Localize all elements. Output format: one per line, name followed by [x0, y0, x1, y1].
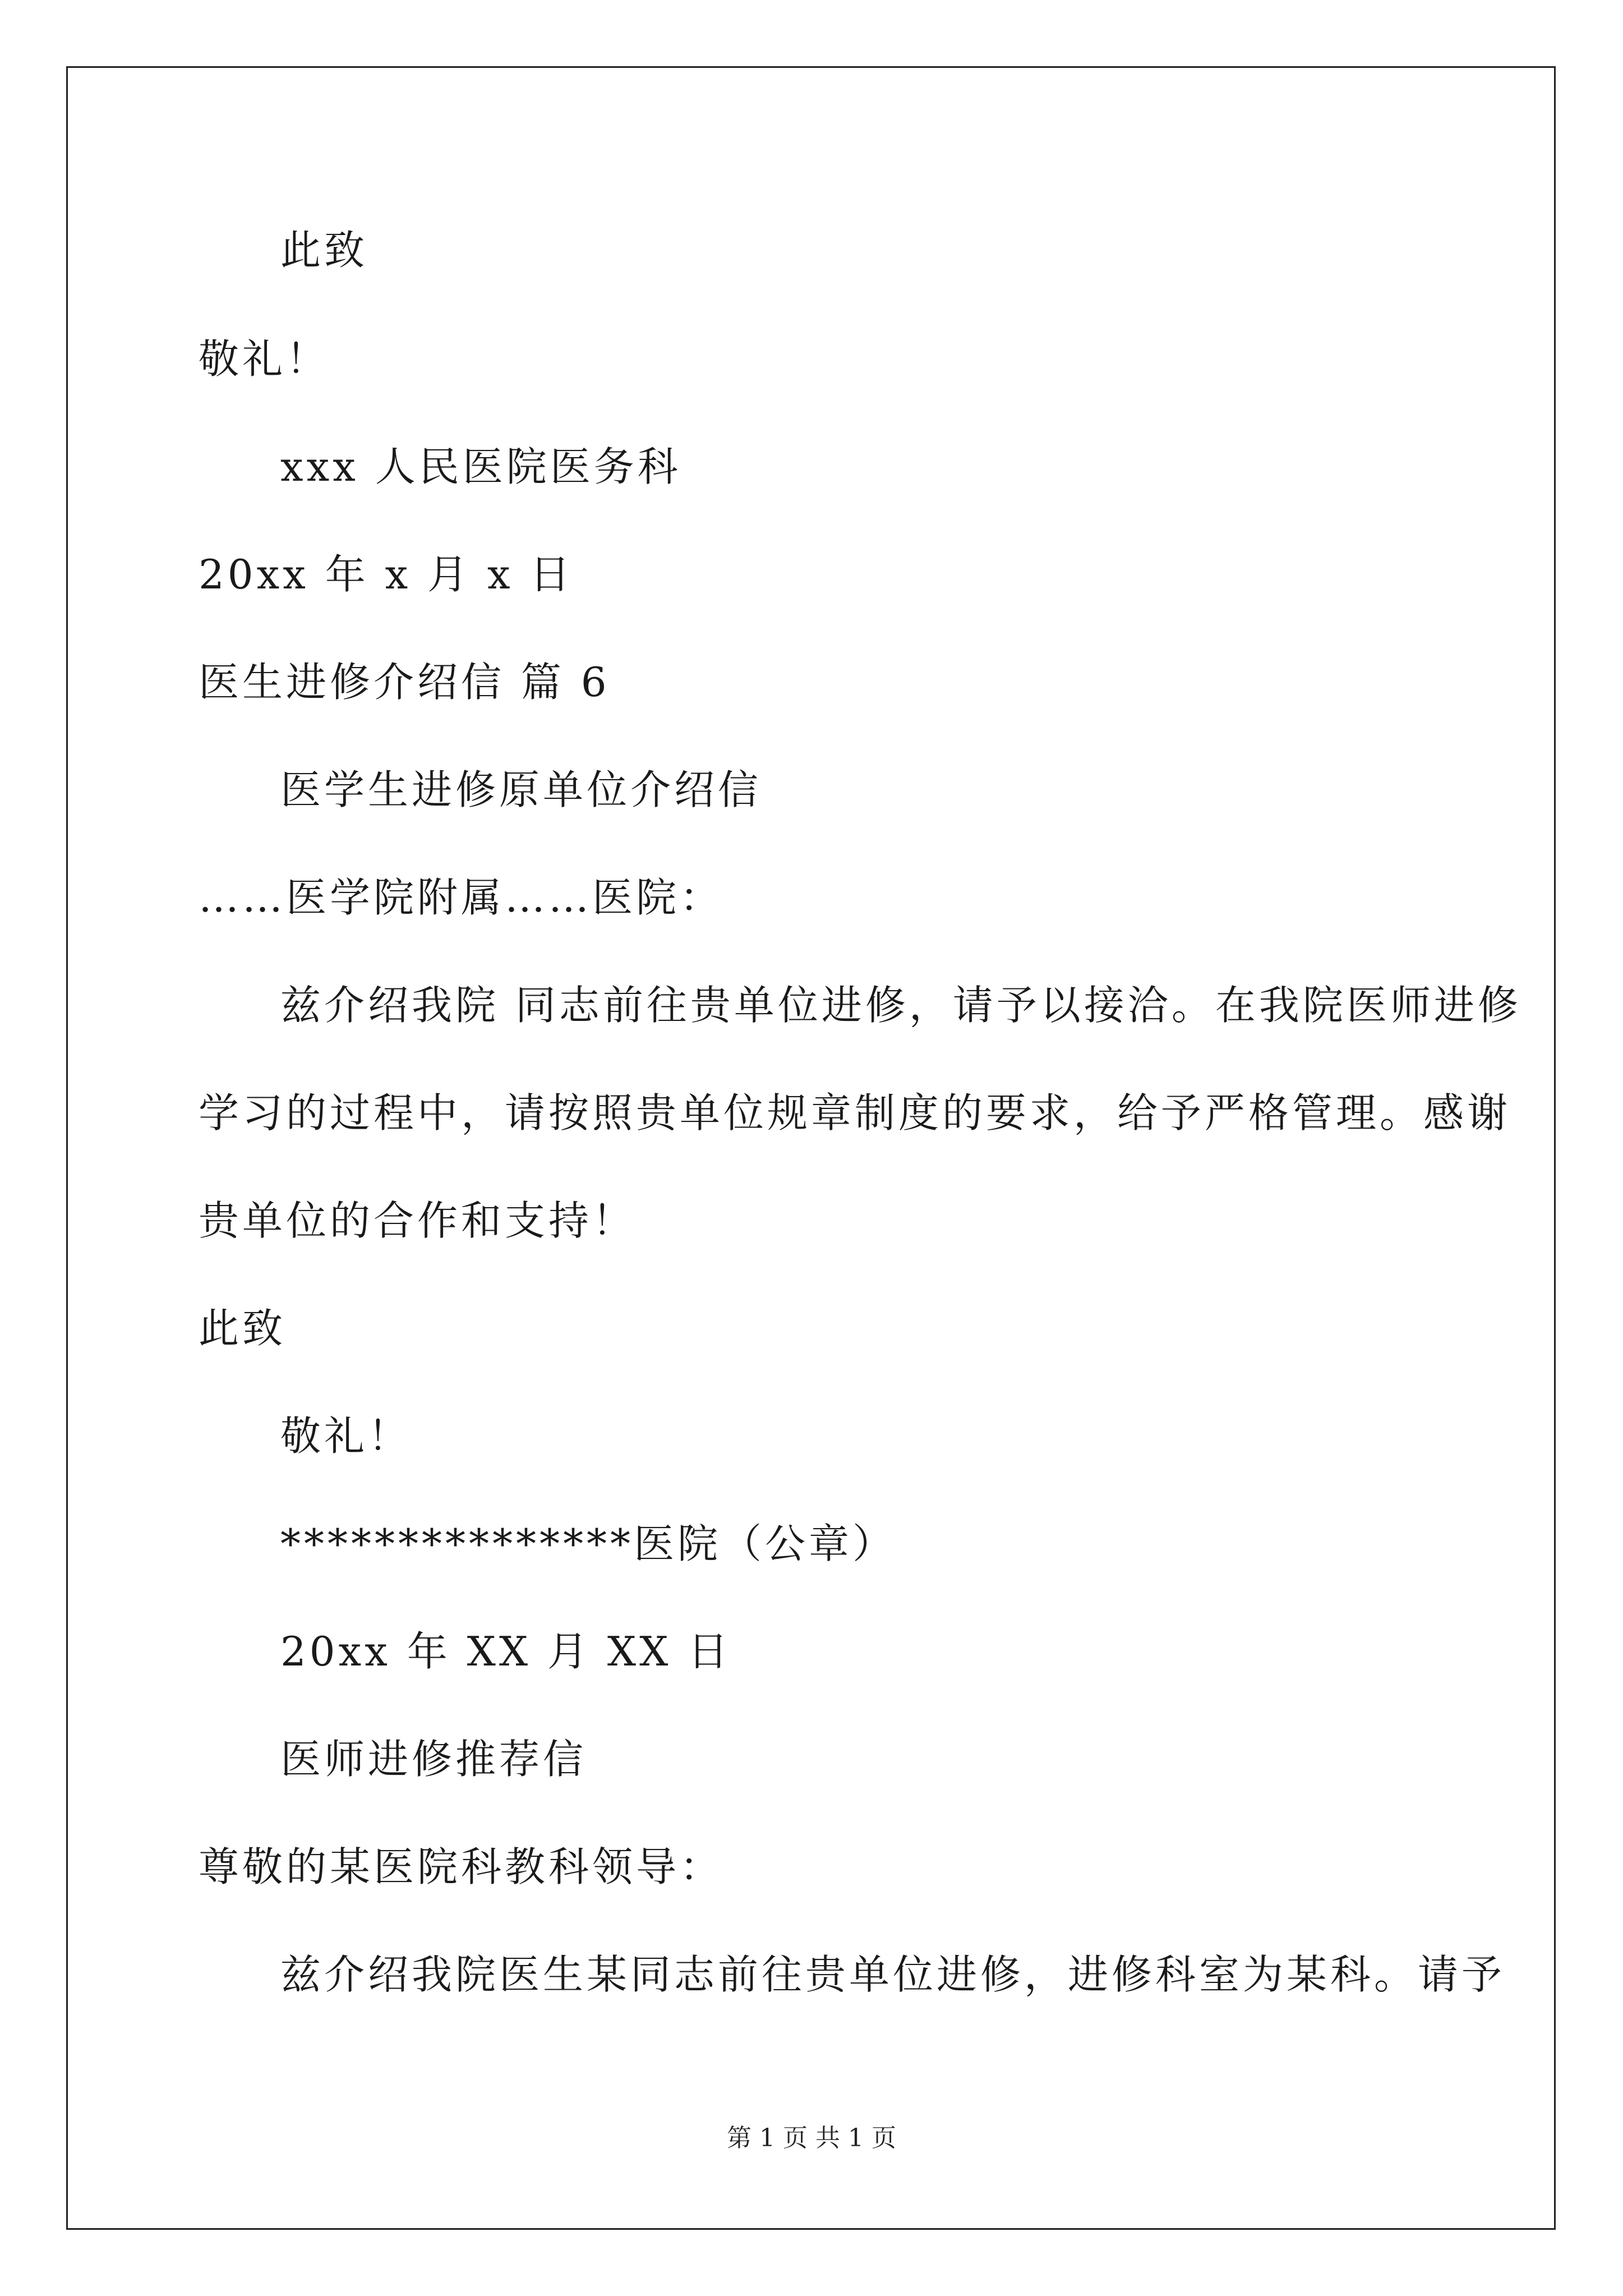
closing-regards: 敬礼！ — [199, 335, 330, 383]
body-paragraph-line: 兹介绍我院 同志前往贵单位进修，请予以接洽。在我院医师进修 — [280, 982, 1521, 1029]
signature-department: xxx 人民医院医务科 — [280, 443, 681, 490]
signature-hospital: ***************医院（公章） — [280, 1520, 897, 1567]
letter-title: 医学生进修原单位介绍信 — [280, 766, 762, 813]
letter-recipient: ……医学院附属……医院： — [199, 874, 724, 921]
closing-salutation: 此致 — [199, 1305, 287, 1352]
page-border — [66, 66, 1556, 2230]
letter-title: 医师进修推荐信 — [280, 1736, 587, 1783]
signature-date: 20xx 年 XX 月 XX 日 — [280, 1628, 732, 1675]
body-paragraph-line: 兹介绍我院医生某同志前往贵单位进修，进修科室为某科。请予 — [280, 1951, 1506, 1998]
closing-salutation: 此致 — [280, 227, 368, 274]
closing-regards: 敬礼！ — [280, 1412, 412, 1460]
section-heading: 医生进修介绍信 篇 6 — [199, 659, 610, 706]
signature-date: 20xx 年 x 月 x 日 — [199, 551, 574, 598]
letter-recipient: 尊敬的某医院科教科领导： — [199, 1843, 724, 1890]
page-footer: 第 1 页 共 1 页 — [727, 2124, 896, 2152]
body-paragraph-line: 学习的过程中，请按照贵单位规章制度的要求，给予严格管理。感谢 — [199, 1089, 1511, 1137]
body-paragraph-line: 贵单位的合作和支持！ — [199, 1197, 637, 1244]
